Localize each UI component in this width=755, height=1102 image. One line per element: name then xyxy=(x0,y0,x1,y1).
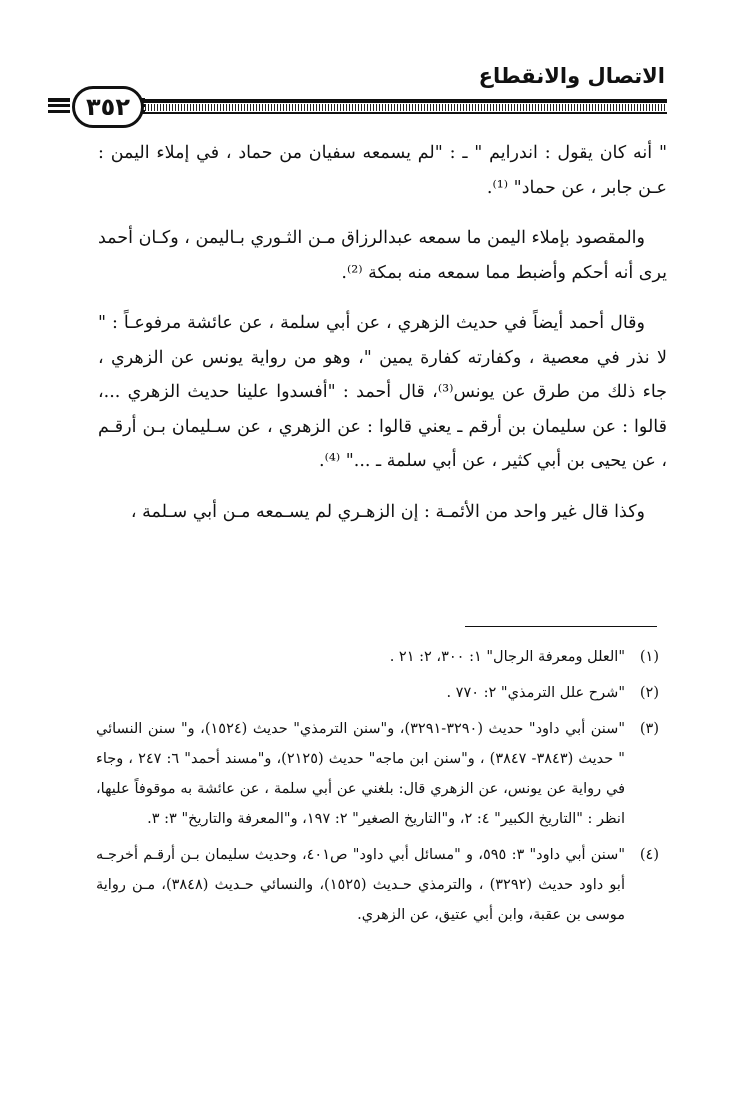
footnotes xyxy=(96,642,659,936)
footnote xyxy=(96,840,659,930)
main-text xyxy=(98,136,667,545)
paragraph: " أنه كان يقول : اندرايم " ـ : "لم يسمعه سفيان من حماد ، في إملاء اليمن : عـن جابر ، عن حماد" ⁽¹⁾. xyxy=(98,143,667,198)
paragraph: وكذا قال غير واحد من الأئمـة : إن الزهـري لم يسـمعه مـن أبي سـلمة ، xyxy=(130,501,645,522)
footnote xyxy=(96,642,659,672)
page-number: ٣٥٢ xyxy=(72,86,144,128)
footnote-separator xyxy=(465,626,657,627)
footnote xyxy=(96,678,659,708)
footnote-number: (٣) xyxy=(639,721,659,737)
footnote-text: "سنن أبي داود" حديث (٣٢٩٠-٣٢٩١)، و"سنن الترمذي" حديث (١٥٢٤)، و" سنن النسائي " حديث (٣٨٤٣- ٣٨٤٧) ، و"سنن ابن ماجه" حديث (٢١٢٥)، و"مسند أحمد" ٦: ٢٤٧ ، وجاء في رواية عن يونس، عن الزهري قال: بلغني عن أبي سلمة ، عن عائشة به موقوفاً عليها، انظر : "التاريخ الكبير" ٤: ٢، و"التاريخ الصغير" ٢: ١٩٧، و"المعرفة والتاريخ" ٣: ٣. xyxy=(96,721,626,827)
footnote-number: (١) xyxy=(639,649,659,665)
footnote-number: (٤) xyxy=(639,847,659,863)
footnote xyxy=(96,714,659,834)
footnote-text: "شرح علل الترمذي" ٢: ٧٧٠ . xyxy=(446,685,625,701)
header-rule-tail xyxy=(48,98,70,114)
paragraph: والمقصود بإملاء اليمن ما سمعه عبدالرزاق مـن الثـوري بـاليمن ، وكـان أحمد يرى أنه أحكم وأضبط مما سمعه منه بمكة ⁽²⁾. xyxy=(98,228,667,283)
footnote-text: "سنن أبي داود" ٣: ٥٩٥، و "مسائل أبي داود" ص٤٠١، وحديث سليمان بـن أرقـم أخرجـه أبو داود حديث (٣٢٩٢) ، والترمذي حـديث (١٥٢٥)، والنسائي حـديث (٣٨٤٨)، مـن رواية موسى بن عقبة، وابن أبي عتيق، عن الزهري. xyxy=(96,847,625,923)
running-header-title: الاتصال والانقطاع xyxy=(478,64,665,88)
header-rule xyxy=(142,99,667,115)
paragraph: وقال أحمد أيضاً في حديث الزهري ، عن أبي سلمة ، عن عائشة مرفوعـاً : " لا نذر في معصية ، وكفارته كفارة يمين "، وهو من رواية يونس عن الزهري ، جاء ذلك من طرق عن يونس⁽³⁾، قال أحمد : "أفسدوا علينا حديث الزهري ...، قالوا : عن سليمان بن أرقم ـ يعني قالوا : عن الزهري ، عن سـليمان بـن أرقـم ، عن يحيى بن أبي كثير ، عن أبي سلمة ـ ..." ⁽⁴⁾. xyxy=(98,313,667,471)
footnote-text: "العلل ومعرفة الرجال" ١: ٣٠٠، ٢: ٢١ . xyxy=(389,649,625,665)
footnote-number: (٢) xyxy=(639,685,659,701)
